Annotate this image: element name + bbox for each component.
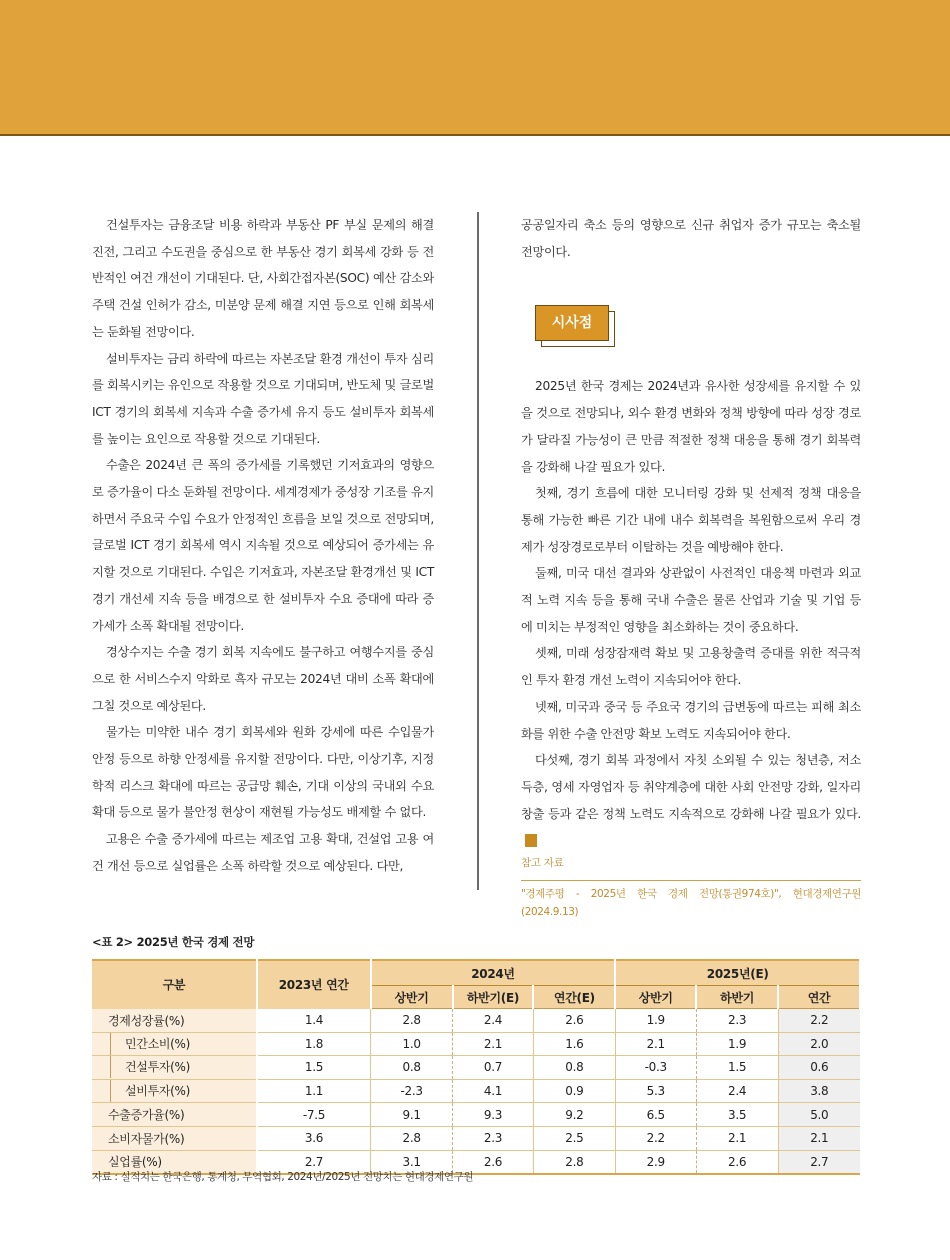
table-cell: 2.8 [371,1126,453,1150]
header-band [0,0,950,136]
header-2025: 2025년(E) [615,960,860,986]
table-cell: 2.2 [615,1126,696,1150]
table-cell: 2.7 [257,1150,371,1174]
table-cell: 1.6 [533,1032,615,1056]
row-label: 실업률(%) [92,1150,257,1174]
row-label [92,1079,257,1103]
forecast-table [92,959,861,1175]
paragraph-second: 둘째, 미국 대선 결과와 상관없이 사전적인 대응책 마련과 외교적 노력 지속 등을 통해 국내 수출은 물론 산업과 기술 및 기업 등에 미치는 부정적인 영향을 최소화하는 것이 중요하다. [521,566,861,634]
forecast-table-body [92,1009,860,1175]
table-cell: 2.6 [533,1009,615,1033]
row-label: 경제성장률(%) [92,1009,257,1033]
reference-title: 참고 자료 [521,857,564,870]
table-cell: 0.7 [453,1056,534,1080]
table-cell: 2.4 [696,1079,778,1103]
table-cell: -2.3 [371,1079,453,1103]
paragraph-equipment: 설비투자는 금리 하락에 따르는 자본조달 환경 개선이 투자 심리를 회복시키는 유인으로 작용할 것으로 기대되며, 반도체 및 글로벌 ICT 경기의 회복세 지속과 수출 증가세 유지 등도 설비투자 회복세를 높이는 요인으로 작용할 것으로 기대된다. [92,351,434,446]
table-cell: 2.0 [778,1032,860,1056]
table-title: <표 2> 2025년 한국 경제 전망 [92,935,255,949]
table-cell: 3.8 [778,1079,860,1103]
table-cell: 1.0 [371,1032,453,1056]
table-cell: 2.1 [615,1032,696,1056]
table-cell: 2.1 [696,1126,778,1150]
right-text-column [521,212,861,921]
end-mark-icon [525,834,537,847]
header-2024-h2: 하반기(E) [453,986,534,1009]
paragraph-prices: 물가는 미약한 내수 경기 회복세와 원화 강세에 따른 수입물가 안정 등으로 하향 안정세를 유지할 전망이다. 다만, 이상기후, 지정학적 리스크 확대에 따르는 공급망 훼손, 기대 이상의 국내외 수요 확대 등으로 물가 불안정 현상이 재현될 가능성도 배제할 수 없다. [92,725,434,820]
header-2025-h2: 하반기 [696,986,778,1009]
table-cell: 2.6 [696,1150,778,1174]
paragraph-exports: 수출은 2024년 큰 폭의 증가세를 기록했던 기저효과의 영향으로 증가율이 다소 둔화될 전망이다. 세계경제가 중성장 기조를 유지하면서 주요국 수입 수요가 안정적인 흐름을 보일 것으로 전망되며, 글로벌 ICT 경기 회복세 역시 지속될 것으로 예상되어 증가세는 유지할 것으로 기대된다. 수입은 기저효과, 자본조달 환경개선 및 ICT 경기 개선세 지속 등을 배경으로 한 설비투자 수요 증대에 따라 증가세가 소폭 확대될 전망이다. [92,458,434,633]
table-cell: 0.9 [533,1079,615,1103]
paragraph-first: 첫째, 경기 흐름에 대한 모니터링 강화 및 선제적 정책 대응을 통해 가능한 빠른 기간 내에 내수 회복력을 복원함으로써 우리 경제가 성장경로로부터 이탈하는 것을 예방해야 한다. [521,486,861,554]
table-row [92,1056,860,1080]
table-cell: 1.1 [257,1079,371,1103]
table-cell: 9.3 [453,1103,534,1127]
table-cell: -0.3 [615,1056,696,1080]
table-cell: 0.6 [778,1056,860,1080]
paragraph-fifth-text: 다섯째, 경기 회복 과정에서 자칫 소외될 수 있는 청년층, 저소득층, 영세 자영업자 등 취약계층에 대한 사회 안전망 강화, 일자리 창출 등과 같은 정책 노력도 지속적으로 강화해 나갈 필요가 있다. [521,753,861,821]
table-cell: 1.9 [615,1009,696,1033]
header-2024: 2024년 [371,960,616,986]
header-2025-annual: 연간 [778,986,860,1009]
table-cell: 9.2 [533,1103,615,1127]
table-cell: 6.5 [615,1103,696,1127]
row-label-text: 건설투자(%) [110,1056,190,1078]
paragraph-fourth: 넷째, 미국과 중국 등 주요국 경기의 급변동에 따르는 피해 최소화를 위한 수출 안전망 확보 노력도 지속되어야 한다. [521,699,861,741]
table-cell: 5.3 [615,1079,696,1103]
table-cell: 0.8 [371,1056,453,1080]
table-cell: 2.4 [453,1009,534,1033]
table-cell: 2.7 [778,1150,860,1174]
paragraph-current-account: 경상수지는 수출 경기 회복 지속에도 불구하고 여행수지를 중심으로 한 서비스수지 악화로 흑자 규모는 2024년 대비 소폭 확대에 그칠 것으로 예상된다. [92,645,434,713]
table-row [92,1079,860,1103]
table-cell: 2.3 [453,1126,534,1150]
row-label [92,1056,257,1080]
row-label-text: 민간소비(%) [110,1033,190,1055]
reference-divider [521,880,861,881]
table-cell: 2.1 [778,1126,860,1150]
table-cell: -7.5 [257,1103,371,1127]
header-2023-annual: 2023년 연간 [257,960,371,1009]
table-cell: 1.5 [696,1056,778,1080]
table-cell: 9.1 [371,1103,453,1127]
column-divider [477,212,479,890]
table-cell: 3.1 [371,1150,453,1174]
header-category: 구분 [92,960,257,1009]
implications-badge-label: 시사점 [535,305,609,341]
paragraph-fifth [521,747,861,854]
table-cell: 2.9 [615,1150,696,1174]
table-cell: 2.8 [371,1009,453,1033]
table-row [92,1103,860,1127]
header-2024-annual: 연간(E) [533,986,615,1009]
table-cell: 4.1 [453,1079,534,1103]
table-row [92,1032,860,1056]
table-cell: 2.6 [453,1150,534,1174]
table-cell: 2.5 [533,1126,615,1150]
table-cell: 0.8 [533,1056,615,1080]
table-cell: 5.0 [778,1103,860,1127]
table-row [92,1126,860,1150]
header-2025-h1: 상반기 [615,986,696,1009]
implications-badge [535,305,861,349]
table-cell: 1.5 [257,1056,371,1080]
reference-text: "경제주평 - 2025년 한국 경제 전망(통권974호)", 현대경제연구원(2024.9.13) [521,888,861,919]
paragraph-outlook: 2025년 한국 경제는 2024년과 유사한 성장세를 유지할 수 있을 것으로 전망되나, 외수 환경 변화와 정책 방향에 따라 성장 경로가 달라질 가능성이 큰 만큼 적절한 정책 대응을 통해 경기 회복력을 강화해 나갈 필요가 있다. [521,379,861,474]
table-cell: 3.5 [696,1103,778,1127]
table-cell: 3.6 [257,1126,371,1150]
paragraph-third: 셋째, 미래 성장잠재력 확보 및 고용창출력 증대를 위한 적극적인 투자 환경 개선 노력이 지속되어야 한다. [521,646,861,688]
table-cell: 2.1 [453,1032,534,1056]
table-cell: 1.9 [696,1032,778,1056]
table-source: 자료 : 실적치는 한국은행, 통계청, 무역협회, 2024년/2025년 전망치는 현대경제연구원 [92,1171,474,1183]
table-cell: 2.2 [778,1009,860,1033]
paragraph-continuation: 공공일자리 축소 등의 영향으로 신규 취업자 증가 규모는 축소될 전망이다. [521,218,861,259]
header-2024-h1: 상반기 [371,986,453,1009]
paragraph-construction: 건설투자는 금융조달 비용 하락과 부동산 PF 부실 문제의 해결 진전, 그리고 수도권을 중심으로 한 부동산 경기 회복세 강화 등 전반적인 여건 개선이 기대된다. 단, 사회간접자본(SOC) 예산 감소와 주택 건설 인허가 감소, 미분양 문제 해결 지연 등으로 인해 회복세는 둔화될 전망이다. [92,218,434,339]
row-label [92,1032,257,1056]
table-cell: 1.4 [257,1009,371,1033]
table-cell: 2.3 [696,1009,778,1033]
table-row [92,1009,860,1033]
row-label: 소비자물가(%) [92,1126,257,1150]
row-label-text: 설비투자(%) [110,1080,190,1102]
left-text-column [92,212,434,880]
row-label: 수출증가율(%) [92,1103,257,1127]
paragraph-employment: 고용은 수출 증가세에 따르는 제조업 고용 확대, 건설업 고용 여건 개선 등으로 실업률은 소폭 하락할 것으로 예상된다. 다만, [92,832,434,873]
table-cell: 2.8 [533,1150,615,1174]
table-cell: 1.8 [257,1032,371,1056]
